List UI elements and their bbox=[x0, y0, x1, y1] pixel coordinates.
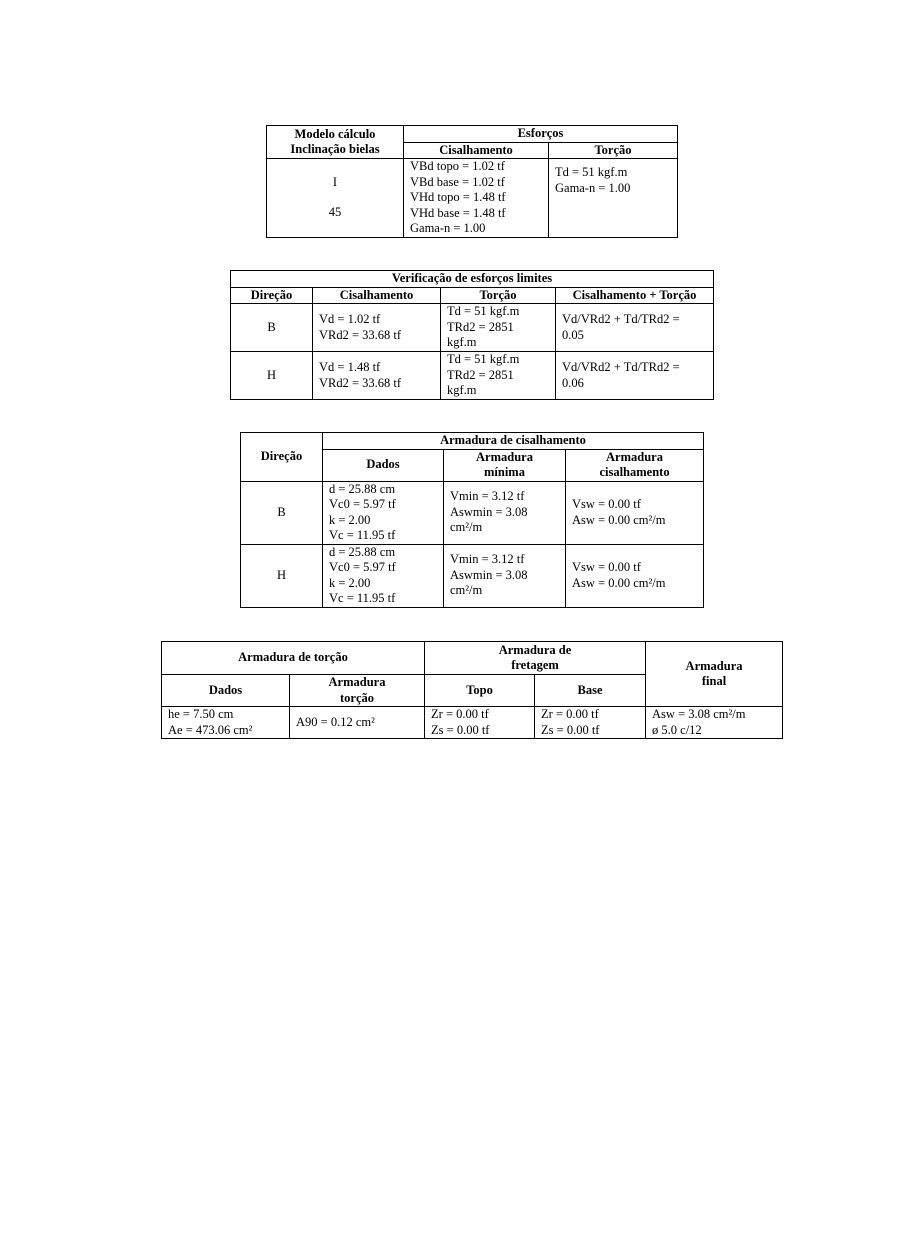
final-line: ø 5.0 c/12 bbox=[652, 722, 702, 737]
combined-cell bbox=[556, 304, 714, 352]
combined-line: 0.05 bbox=[562, 327, 584, 342]
model-value: I bbox=[332, 174, 338, 189]
min-line: Vmin = 3.12 tf bbox=[450, 489, 525, 504]
min-reinforcement-cell bbox=[444, 544, 566, 607]
efforts-header: Esforços bbox=[404, 126, 678, 143]
data-line: d = 25.88 cm bbox=[329, 481, 396, 496]
torsion-line: TRd2 = 2851 bbox=[447, 367, 514, 382]
shear-line: Gama-n = 1.00 bbox=[410, 221, 486, 235]
combined-line: Vd/VRd2 + Td/TRd2 = bbox=[562, 360, 680, 374]
data-line: d = 25.88 cm bbox=[329, 544, 396, 559]
min-line: Aswmin = 3.08 bbox=[450, 567, 528, 582]
base-cell bbox=[535, 707, 646, 739]
data-line: k = 2.00 bbox=[329, 512, 371, 527]
shear-line: VRd2 = 33.68 tf bbox=[319, 375, 402, 390]
data-line: Vc = 11.95 tf bbox=[329, 528, 396, 542]
inclination-value: 45 bbox=[328, 205, 342, 220]
shear-line: Asw = 0.00 cm²/m bbox=[572, 512, 666, 527]
direction-cell: B bbox=[231, 304, 313, 352]
col-top: Topo bbox=[425, 675, 535, 707]
header-line: Armadura bbox=[606, 449, 663, 464]
min-line: cm²/m bbox=[450, 520, 483, 535]
torsion-line: Gama-n = 1.00 bbox=[555, 180, 631, 195]
col-torsion-reinforcement bbox=[290, 675, 425, 707]
torsion-cell bbox=[441, 304, 556, 352]
col-combined: Cisalhamento + Torção bbox=[556, 287, 714, 304]
col-data: Dados bbox=[323, 449, 444, 481]
data-line: Vc0 = 5.97 tf bbox=[329, 497, 396, 511]
data-line: k = 2.00 bbox=[329, 575, 371, 590]
shear-reinforcement-cell bbox=[566, 481, 704, 544]
model-header bbox=[267, 126, 404, 159]
shear-line: VBd topo = 1.02 tf bbox=[410, 159, 505, 173]
table-row bbox=[162, 707, 783, 739]
torsion-reinforcement-table bbox=[161, 641, 783, 739]
combined-cell bbox=[556, 352, 714, 400]
header-line: Armadura bbox=[685, 658, 743, 673]
limit-check-table bbox=[230, 270, 714, 400]
col-torsion: Torção bbox=[441, 287, 556, 304]
model-header-line: Modelo cálculo bbox=[294, 126, 376, 141]
shear-reinforcement-cell bbox=[566, 544, 704, 607]
torsion-reinforcement-title: Armadura de torção bbox=[162, 642, 425, 675]
base-line: Zs = 0.00 tf bbox=[541, 722, 600, 737]
col-min-reinforcement bbox=[444, 449, 566, 481]
shear-line: Vsw = 0.00 tf bbox=[572, 560, 641, 574]
min-reinforcement-cell bbox=[444, 481, 566, 544]
final-reinforcement-cell bbox=[646, 707, 783, 739]
header-line: fretagem bbox=[511, 658, 559, 672]
inclination-header-line: Inclinação bielas bbox=[290, 142, 380, 156]
table-row bbox=[241, 544, 704, 607]
shear-cell bbox=[313, 304, 441, 352]
header-line: torção bbox=[340, 690, 375, 705]
col-data: Dados bbox=[162, 675, 290, 707]
torsion-line: Td = 51 kgf.m bbox=[555, 165, 628, 179]
shear-line: VHd topo = 1.48 tf bbox=[410, 190, 506, 204]
header-line: final bbox=[701, 674, 727, 688]
final-reinforcement-title bbox=[646, 642, 783, 707]
data-line: Ae = 473.06 cm² bbox=[168, 722, 253, 737]
shear-line: Vd = 1.48 tf bbox=[319, 360, 381, 374]
top-cell bbox=[425, 707, 535, 739]
col-direction: Direção bbox=[231, 287, 313, 304]
top-line: Zr = 0.00 tf bbox=[431, 707, 489, 721]
data-line: Vc0 = 5.97 tf bbox=[329, 560, 396, 574]
direction-cell: H bbox=[241, 544, 323, 607]
col-shear: Cisalhamento bbox=[313, 287, 441, 304]
header-line: Armadura de bbox=[498, 642, 572, 657]
shear-line: Asw = 0.00 cm²/m bbox=[572, 575, 666, 590]
shear-cell bbox=[404, 159, 549, 238]
shear-line: VHd base = 1.48 tf bbox=[410, 205, 506, 220]
header-line: Armadura bbox=[476, 449, 533, 464]
base-line: Zr = 0.00 tf bbox=[541, 707, 599, 721]
shear-reinforcement-table bbox=[240, 432, 704, 608]
col-direction: Direção bbox=[241, 433, 323, 482]
shear-reinforcement-title: Armadura de cisalhamento bbox=[323, 433, 704, 450]
torsion-line: Td = 51 kgf.m bbox=[447, 352, 520, 367]
data-line: he = 7.50 cm bbox=[168, 707, 234, 721]
data-cell bbox=[162, 707, 290, 739]
limit-check-title: Verificação de esforços limites bbox=[231, 271, 714, 288]
header-line: Armadura bbox=[328, 675, 386, 689]
header-line: cisalhamento bbox=[599, 465, 670, 479]
combined-line: 0.06 bbox=[562, 375, 584, 390]
torsion-line: kgf.m bbox=[447, 335, 477, 350]
hooping-reinforcement-title bbox=[425, 642, 646, 675]
torsion-header: Torção bbox=[549, 142, 678, 159]
shear-line: VRd2 = 33.68 tf bbox=[319, 327, 402, 342]
shear-header: Cisalhamento bbox=[404, 142, 549, 159]
data-line: Vc = 11.95 tf bbox=[329, 591, 396, 605]
min-line: Aswmin = 3.08 bbox=[450, 504, 528, 519]
direction-cell: H bbox=[231, 352, 313, 400]
min-line: cm²/m bbox=[450, 583, 483, 598]
table-row bbox=[231, 352, 714, 400]
shear-cell bbox=[313, 352, 441, 400]
effort-table bbox=[266, 125, 678, 238]
top-line: Zs = 0.00 tf bbox=[431, 722, 490, 737]
header-line: mínima bbox=[484, 465, 525, 479]
torsion-cell bbox=[549, 159, 678, 238]
combined-line: Vd/VRd2 + Td/TRd2 = bbox=[562, 312, 680, 326]
torsion-line: kgf.m bbox=[447, 383, 477, 398]
torsion-line: TRd2 = 2851 bbox=[447, 319, 514, 334]
data-cell bbox=[323, 544, 444, 607]
data-cell bbox=[323, 481, 444, 544]
col-base: Base bbox=[535, 675, 646, 707]
torsion-line: Td = 51 kgf.m bbox=[447, 304, 520, 319]
shear-line: Vd = 1.02 tf bbox=[319, 312, 381, 326]
col-shear-reinforcement bbox=[566, 449, 704, 481]
torsion-reinforcement-cell: A90 = 0.12 cm² bbox=[290, 707, 425, 739]
table-row bbox=[241, 481, 704, 544]
table-row bbox=[231, 304, 714, 352]
shear-line: Vsw = 0.00 tf bbox=[572, 497, 641, 511]
torsion-cell bbox=[441, 352, 556, 400]
shear-line: VBd base = 1.02 tf bbox=[410, 174, 505, 189]
final-line: Asw = 3.08 cm²/m bbox=[652, 707, 746, 721]
min-line: Vmin = 3.12 tf bbox=[450, 552, 525, 567]
direction-cell: B bbox=[241, 481, 323, 544]
model-cell bbox=[267, 159, 404, 238]
